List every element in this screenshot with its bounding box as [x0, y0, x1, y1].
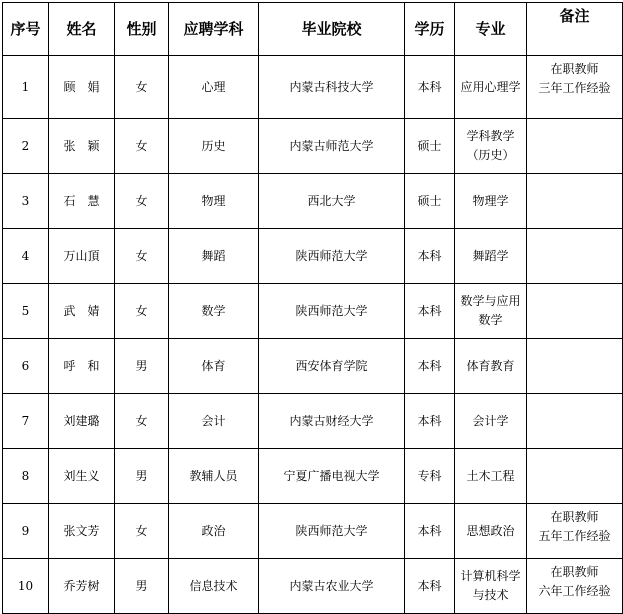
table-row: [3, 394, 623, 449]
cell-gender: 女: [115, 56, 169, 119]
header-school: 毕业院校: [259, 3, 405, 56]
cell-major: [455, 56, 527, 119]
cell-subject: 体育: [169, 339, 259, 394]
cell-remark: [527, 174, 623, 229]
major-line: 会计学: [472, 413, 509, 428]
table-row: [3, 229, 623, 284]
cell-major: [455, 284, 527, 339]
cell-gender: 男: [115, 449, 169, 504]
header-remark: 备注: [527, 3, 623, 56]
cell-remark: [527, 394, 623, 449]
cell-name: 呼 和: [49, 339, 115, 394]
cell-subject: 心理: [169, 56, 259, 119]
major-line: （历史）: [466, 148, 515, 162]
cell-subject: 物理: [169, 174, 259, 229]
cell-name: 武 婧: [49, 284, 115, 339]
cell-gender: 女: [115, 504, 169, 559]
cell-no: 10: [3, 559, 49, 614]
major-line: 与技术: [472, 588, 509, 602]
cell-degree: 本科: [405, 559, 455, 614]
cell-major: [455, 229, 527, 284]
header-major: 专业: [455, 3, 527, 56]
cell-degree: 本科: [405, 394, 455, 449]
cell-name: 石 慧: [49, 174, 115, 229]
cell-school: 内蒙古科技大学: [259, 56, 405, 119]
cell-gender: 女: [115, 394, 169, 449]
cell-major: [455, 449, 527, 504]
cell-no: 1: [3, 56, 49, 119]
cell-gender: 女: [115, 119, 169, 174]
cell-degree: 本科: [405, 504, 455, 559]
cell-school: 宁夏广播电视大学: [259, 449, 405, 504]
cell-major: [455, 504, 527, 559]
cell-subject: 会计: [169, 394, 259, 449]
cell-major: [455, 174, 527, 229]
cell-subject: 数学: [169, 284, 259, 339]
cell-degree: 本科: [405, 284, 455, 339]
cell-no: 7: [3, 394, 49, 449]
major-line: 学科教学: [466, 129, 515, 143]
cell-degree: 硕士: [405, 174, 455, 229]
cell-subject: 教辅人员: [169, 449, 259, 504]
cell-no: 8: [3, 449, 49, 504]
cell-school: 陕西师范大学: [259, 284, 405, 339]
cell-subject: 信息技术: [169, 559, 259, 614]
cell-no: 9: [3, 504, 49, 559]
cell-remark: [527, 339, 623, 394]
header-no: 序号: [3, 3, 49, 56]
cell-remark: [527, 284, 623, 339]
cell-school: 内蒙古农业大学: [259, 559, 405, 614]
cell-name: 顾 娟: [49, 56, 115, 119]
cell-no: 3: [3, 174, 49, 229]
table-row: [3, 56, 623, 119]
table-row: [3, 449, 623, 504]
cell-name: 乔芳树: [49, 559, 115, 614]
header-subject: 应聘学科: [169, 3, 259, 56]
major-line: 数学与应用: [460, 294, 521, 308]
cell-gender: 女: [115, 174, 169, 229]
cell-subject: 舞蹈: [169, 229, 259, 284]
header-row: [3, 3, 623, 56]
cell-major: [455, 119, 527, 174]
table-row: [3, 504, 623, 559]
cell-gender: 女: [115, 284, 169, 339]
cell-gender: 男: [115, 559, 169, 614]
cell-major: [455, 394, 527, 449]
cell-subject: 历史: [169, 119, 259, 174]
remark-line: 在职教师: [550, 510, 599, 524]
cell-remark: [527, 449, 623, 504]
cell-school: 内蒙古师范大学: [259, 119, 405, 174]
cell-remark: [527, 56, 623, 119]
cell-degree: 本科: [405, 56, 455, 119]
major-line: 体育教育: [466, 358, 515, 373]
cell-gender: 男: [115, 339, 169, 394]
table-row: [3, 119, 623, 174]
cell-degree: 专科: [405, 449, 455, 504]
major-line: 计算机科学: [460, 569, 521, 583]
cell-remark: [527, 229, 623, 284]
remark-line: 在职教师: [550, 565, 599, 579]
cell-school: 陕西师范大学: [259, 504, 405, 559]
cell-name: 张 颖: [49, 119, 115, 174]
header-gender: 性别: [115, 3, 169, 56]
cell-no: 5: [3, 284, 49, 339]
cell-degree: 硕士: [405, 119, 455, 174]
cell-school: 陕西师范大学: [259, 229, 405, 284]
remark-line: 五年工作经验: [538, 529, 611, 543]
cell-name: 万山頂: [49, 229, 115, 284]
major-line: 物理学: [472, 193, 509, 208]
cell-name: 刘建璐: [49, 394, 115, 449]
cell-degree: 本科: [405, 339, 455, 394]
table-body: [3, 56, 623, 614]
major-line: 数学: [478, 313, 503, 327]
cell-no: 2: [3, 119, 49, 174]
table-row: [3, 174, 623, 229]
cell-school: 内蒙古财经大学: [259, 394, 405, 449]
major-line: 舞蹈学: [472, 248, 509, 263]
header-degree: 学历: [405, 3, 455, 56]
remark-line: 六年工作经验: [538, 584, 611, 598]
remark-line: 三年工作经验: [538, 81, 611, 95]
major-line: 思想政治: [466, 523, 515, 538]
cell-remark: [527, 119, 623, 174]
cell-gender: 女: [115, 229, 169, 284]
table-row: [3, 339, 623, 394]
cell-school: 西安体育学院: [259, 339, 405, 394]
cell-degree: 本科: [405, 229, 455, 284]
major-line: 土木工程: [466, 468, 515, 483]
major-line: 应用心理学: [460, 79, 521, 94]
cell-name: 刘生义: [49, 449, 115, 504]
cell-subject: 政治: [169, 504, 259, 559]
remark-line: 在职教师: [550, 62, 599, 76]
table-row: [3, 284, 623, 339]
cell-no: 4: [3, 229, 49, 284]
cell-name: 张文芳: [49, 504, 115, 559]
staff-table: [2, 2, 623, 614]
cell-school: 西北大学: [259, 174, 405, 229]
cell-major: [455, 339, 527, 394]
cell-remark: [527, 504, 623, 559]
header-name: 姓名: [49, 3, 115, 56]
cell-no: 6: [3, 339, 49, 394]
